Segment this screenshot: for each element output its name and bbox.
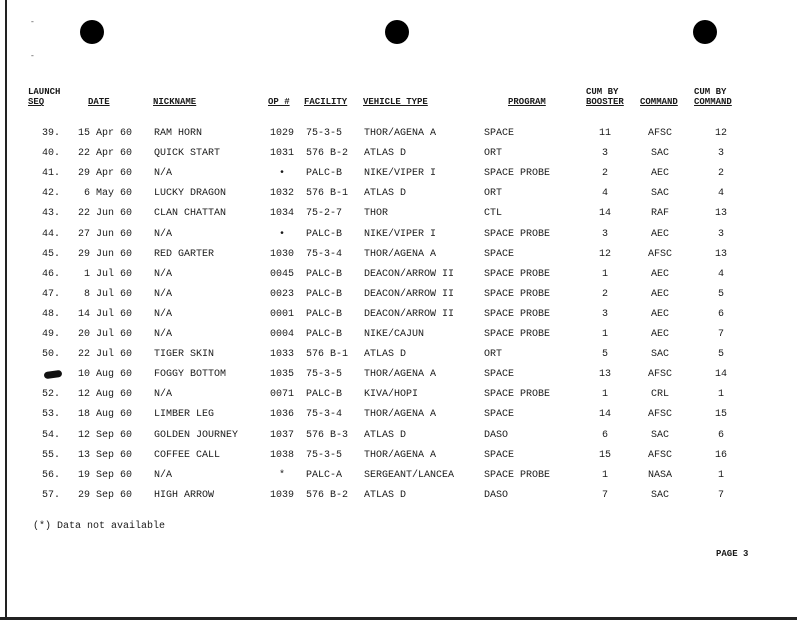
cell-program: SPACE — [484, 449, 515, 461]
cell-program: SPACE PROBE — [484, 329, 551, 340]
cell-cum-booster: 1 — [601, 329, 608, 340]
cell-op: * — [278, 469, 285, 481]
cell-facility: 75-3-4 — [306, 248, 343, 260]
cell-vehicle-type: THOR/AGENA A — [364, 409, 437, 421]
cell-op: 0071 — [269, 389, 294, 401]
header-date: DATE — [88, 97, 110, 107]
cell-date: 27 Jun 60 — [77, 228, 132, 240]
cell-nickname: N/A — [154, 288, 173, 300]
cell-facility: 75-2-7 — [306, 208, 343, 220]
cell-date: 6 May 60 — [83, 188, 132, 200]
cell-cum-command: 6 — [717, 429, 724, 441]
punch-hole-left — [80, 20, 104, 44]
cell-program: SPACE — [484, 128, 515, 139]
cell-date: 20 Jul 60 — [77, 329, 132, 340]
table-row — [0, 128, 797, 148]
cell-cum-booster: 14 — [598, 409, 611, 421]
cell-vehicle-type: THOR/AGENA A — [364, 449, 437, 461]
cell-op: 1035 — [269, 369, 294, 381]
cell-date: 29 Sep 60 — [77, 489, 132, 501]
cell-cum-command: 5 — [717, 349, 724, 361]
cell-facility: PALC-B — [306, 288, 343, 300]
cell-seq: 57. — [41, 489, 60, 501]
cell-seq: 54. — [41, 429, 60, 441]
cell-facility: 576 B-2 — [306, 489, 349, 501]
cell-nickname: HIGH ARROW — [154, 489, 215, 501]
cell-command: AFSC — [647, 248, 672, 260]
header-command: COMMAND — [640, 97, 678, 107]
cell-seq: 52. — [41, 389, 60, 401]
cell-cum-command: 4 — [717, 268, 724, 280]
header-program: PROGRAM — [508, 97, 546, 107]
table-row — [0, 430, 797, 450]
cell-op: • — [278, 168, 285, 180]
cell-op: 1031 — [269, 148, 294, 160]
table-row — [0, 409, 797, 429]
header-op: OP # — [268, 97, 290, 107]
cell-vehicle-type: THOR/AGENA A — [364, 248, 437, 260]
cell-nickname: RED GARTER — [154, 248, 215, 260]
cell-program: CTL — [484, 208, 503, 220]
margin-tick: - — [30, 52, 35, 61]
cell-op: 0023 — [269, 288, 294, 300]
cell-cum-booster: 3 — [601, 228, 608, 240]
cell-program: SPACE PROBE — [484, 469, 551, 481]
cell-seq: 53. — [41, 409, 60, 421]
cell-cum-command: 14 — [714, 369, 727, 381]
cell-seq: 39. — [41, 128, 60, 139]
cell-date: 22 Jul 60 — [77, 349, 132, 361]
cell-cum-command: 1 — [717, 469, 724, 481]
cell-seq: 50. — [41, 349, 60, 361]
cell-command: SAC — [650, 148, 669, 160]
cell-facility: 75-3-4 — [306, 409, 343, 421]
cell-facility: PALC-B — [306, 389, 343, 401]
cell-nickname: CLAN CHATTAN — [154, 208, 227, 220]
cell-seq: 42. — [41, 188, 60, 200]
cell-facility: PALC-B — [306, 168, 343, 180]
header-facility: FACILITY — [304, 97, 348, 107]
table-row — [0, 450, 797, 470]
cell-date: 12 Aug 60 — [77, 389, 132, 401]
cell-vehicle-type: NIKE/CAJUN — [364, 329, 425, 340]
cell-vehicle-type: DEACON/ARROW II — [364, 308, 455, 320]
cell-command: AFSC — [647, 369, 672, 381]
cell-facility: PALC-B — [306, 228, 343, 240]
cell-program: ORT — [484, 148, 503, 160]
cell-cum-command: 5 — [717, 288, 724, 300]
cell-date: 15 Apr 60 — [77, 128, 132, 139]
cell-vehicle-type: NIKE/VIPER I — [364, 168, 437, 180]
cell-nickname: QUICK START — [154, 148, 221, 160]
cell-facility: PALC-B — [306, 329, 343, 340]
cell-cum-booster: 5 — [601, 349, 608, 361]
cell-seq: 47. — [41, 288, 60, 300]
cell-cum-booster: 7 — [601, 489, 608, 501]
cell-nickname: FOGGY BOTTOM — [154, 369, 227, 381]
table-row — [0, 289, 797, 309]
cell-command: SAC — [650, 429, 669, 441]
cell-vehicle-type: DEACON/ARROW II — [364, 268, 455, 280]
cell-date: 18 Aug 60 — [77, 409, 132, 421]
cell-nickname: N/A — [154, 469, 173, 481]
cell-nickname: N/A — [154, 168, 173, 180]
cell-vehicle-type: ATLAS D — [364, 429, 407, 441]
cell-seq: 44. — [41, 228, 60, 240]
cell-vehicle-type: ATLAS D — [364, 349, 407, 361]
cell-facility: 75-3-5 — [306, 369, 343, 381]
cell-cum-booster: 3 — [601, 148, 608, 160]
cell-vehicle-type: ATLAS D — [364, 188, 407, 200]
cell-seq: 40. — [41, 148, 60, 160]
cell-facility: PALC-B — [306, 268, 343, 280]
table-row — [0, 329, 797, 349]
cell-date: 12 Sep 60 — [77, 429, 132, 441]
header-cum-by-command: CUM BY COMMAND — [694, 87, 732, 107]
cell-op: 1036 — [269, 409, 294, 421]
cell-nickname: GOLDEN JOURNEY — [154, 429, 239, 441]
cell-vehicle-type: SERGEANT/LANCEA — [364, 469, 455, 481]
cell-program: SPACE PROBE — [484, 168, 551, 180]
cell-cum-booster: 1 — [601, 389, 608, 401]
header-vehicle-type: VEHICLE TYPE — [363, 97, 428, 107]
cell-cum-booster: 4 — [601, 188, 608, 200]
cell-op: 1033 — [269, 349, 294, 361]
cell-date: 13 Sep 60 — [77, 449, 132, 461]
cell-program: DASO — [484, 429, 509, 441]
cell-nickname: LIMBER LEG — [154, 409, 215, 421]
cell-op: 1030 — [269, 248, 294, 260]
cell-command: AEC — [650, 228, 669, 240]
table-row — [0, 208, 797, 228]
cell-op: 1038 — [269, 449, 294, 461]
cell-nickname: N/A — [154, 308, 173, 320]
cell-facility: 576 B-3 — [306, 429, 349, 441]
cell-vehicle-type: ATLAS D — [364, 148, 407, 160]
cell-vehicle-type: DEACON/ARROW II — [364, 288, 455, 300]
cell-vehicle-type: KIVA/HOPI — [364, 389, 419, 401]
table-row — [0, 470, 797, 490]
punch-hole-right — [693, 20, 717, 44]
cell-facility: PALC-B — [306, 308, 343, 320]
cell-op: 1039 — [269, 489, 294, 501]
cell-command: NASA — [647, 469, 672, 481]
cell-command: SAC — [650, 188, 669, 200]
cell-cum-command: 7 — [717, 489, 724, 501]
cell-cum-booster: 13 — [598, 369, 611, 381]
cell-nickname: COFFEE CALL — [154, 449, 221, 461]
cell-date: 29 Jun 60 — [77, 248, 132, 260]
cell-facility: PALC-A — [306, 469, 343, 481]
cell-cum-command: 7 — [717, 329, 724, 340]
cell-cum-booster: 1 — [601, 469, 608, 481]
cell-program: DASO — [484, 489, 509, 501]
header-cum-by-booster: CUM BY BOOSTER — [586, 87, 624, 107]
cell-seq: 55. — [41, 449, 60, 461]
cell-op: • — [278, 228, 285, 240]
cell-facility: 576 B-1 — [306, 188, 349, 200]
cell-command: AEC — [650, 329, 669, 340]
cell-cum-booster: 15 — [598, 449, 611, 461]
ink-smudge — [44, 370, 63, 379]
cell-facility: 75-3-5 — [306, 449, 343, 461]
cell-op: 1037 — [269, 429, 294, 441]
header-launch-seq: LAUNCH SEQ — [28, 87, 61, 107]
cell-cum-command: 13 — [714, 208, 727, 220]
cell-seq: 41. — [41, 168, 60, 180]
cell-cum-command: 1 — [717, 389, 724, 401]
cell-cum-booster: 2 — [601, 288, 608, 300]
cell-cum-booster: 6 — [601, 429, 608, 441]
cell-facility: 75-3-5 — [306, 128, 343, 139]
cell-nickname: LUCKY DRAGON — [154, 188, 227, 200]
cell-seq: 56. — [41, 469, 60, 481]
cell-command: AEC — [650, 288, 669, 300]
cell-program: SPACE — [484, 248, 515, 260]
cell-vehicle-type: NIKE/VIPER I — [364, 228, 437, 240]
cell-cum-booster: 14 — [598, 208, 611, 220]
cell-cum-booster: 3 — [601, 308, 608, 320]
cell-command: AEC — [650, 308, 669, 320]
margin-tick: - — [30, 18, 35, 27]
cell-cum-command: 13 — [714, 248, 727, 260]
cell-command: SAC — [650, 489, 669, 501]
header-nickname: NICKNAME — [153, 97, 197, 107]
cell-seq: 43. — [41, 208, 60, 220]
cell-command: AFSC — [647, 128, 672, 139]
cell-cum-booster: 11 — [598, 128, 611, 139]
cell-nickname: N/A — [154, 268, 173, 280]
cell-seq: 45. — [41, 248, 60, 260]
cell-date: 22 Jun 60 — [77, 208, 132, 220]
punch-hole-center — [385, 20, 409, 44]
cell-program: SPACE — [484, 369, 515, 381]
cell-date: 10 Aug 60 — [77, 369, 132, 381]
cell-cum-command: 2 — [717, 168, 724, 180]
cell-seq: 49. — [41, 329, 60, 340]
cell-date: 8 Jul 60 — [83, 288, 132, 300]
cell-cum-command: 15 — [714, 409, 727, 421]
cell-program: ORT — [484, 349, 503, 361]
cell-date: 22 Apr 60 — [77, 148, 132, 160]
cell-command: AFSC — [647, 449, 672, 461]
cell-program: SPACE PROBE — [484, 288, 551, 300]
cell-cum-booster: 12 — [598, 248, 611, 260]
cell-op: 0045 — [269, 268, 294, 280]
cell-op: 1034 — [269, 208, 294, 220]
cell-nickname: N/A — [154, 329, 173, 340]
cell-program: SPACE PROBE — [484, 389, 551, 401]
cell-seq: 48. — [41, 308, 60, 320]
cell-op: 0001 — [269, 308, 294, 320]
cell-program: ORT — [484, 188, 503, 200]
cell-vehicle-type: THOR — [364, 208, 389, 220]
table-row — [0, 168, 797, 188]
table-row — [0, 148, 797, 168]
cell-cum-command: 16 — [714, 449, 727, 461]
cell-op: 0004 — [269, 329, 294, 340]
cell-nickname: TIGER SKIN — [154, 349, 215, 361]
table-row — [0, 188, 797, 208]
table-row — [0, 490, 797, 510]
footnote: (*) Data not available — [33, 521, 166, 532]
table-row — [0, 349, 797, 369]
cell-cum-command: 4 — [717, 188, 724, 200]
cell-vehicle-type: THOR/AGENA A — [364, 369, 437, 381]
cell-op: 1032 — [269, 188, 294, 200]
cell-date: 19 Sep 60 — [77, 469, 132, 481]
cell-nickname: N/A — [154, 228, 173, 240]
cell-cum-booster: 2 — [601, 168, 608, 180]
cell-vehicle-type: THOR/AGENA A — [364, 128, 437, 139]
table-row — [0, 389, 797, 409]
cell-cum-command: 3 — [717, 148, 724, 160]
cell-cum-command: 6 — [717, 308, 724, 320]
table-row — [0, 309, 797, 329]
cell-command: AEC — [650, 268, 669, 280]
cell-command: SAC — [650, 349, 669, 361]
cell-program: SPACE — [484, 409, 515, 421]
cell-date: 29 Apr 60 — [77, 168, 132, 180]
cell-program: SPACE PROBE — [484, 228, 551, 240]
cell-cum-command: 3 — [717, 228, 724, 240]
cell-nickname: RAM HORN — [154, 128, 203, 139]
page-number: PAGE 3 — [716, 549, 749, 559]
cell-facility: 576 B-1 — [306, 349, 349, 361]
cell-date: 1 Jul 60 — [83, 268, 132, 280]
cell-program: SPACE PROBE — [484, 268, 551, 280]
cell-cum-command: 12 — [714, 128, 727, 139]
cell-seq: 46. — [41, 268, 60, 280]
cell-cum-booster: 1 — [601, 268, 608, 280]
cell-command: RAF — [650, 208, 669, 220]
cell-program: SPACE PROBE — [484, 308, 551, 320]
table-row — [0, 249, 797, 269]
table-row — [0, 229, 797, 249]
table-row — [0, 269, 797, 289]
cell-op: 1029 — [269, 128, 294, 139]
cell-command: AFSC — [647, 409, 672, 421]
cell-facility: 576 B-2 — [306, 148, 349, 160]
cell-command: CRL — [650, 389, 669, 401]
cell-vehicle-type: ATLAS D — [364, 489, 407, 501]
cell-command: AEC — [650, 168, 669, 180]
table-row — [0, 369, 797, 389]
cell-date: 14 Jul 60 — [77, 308, 132, 320]
cell-nickname: N/A — [154, 389, 173, 401]
